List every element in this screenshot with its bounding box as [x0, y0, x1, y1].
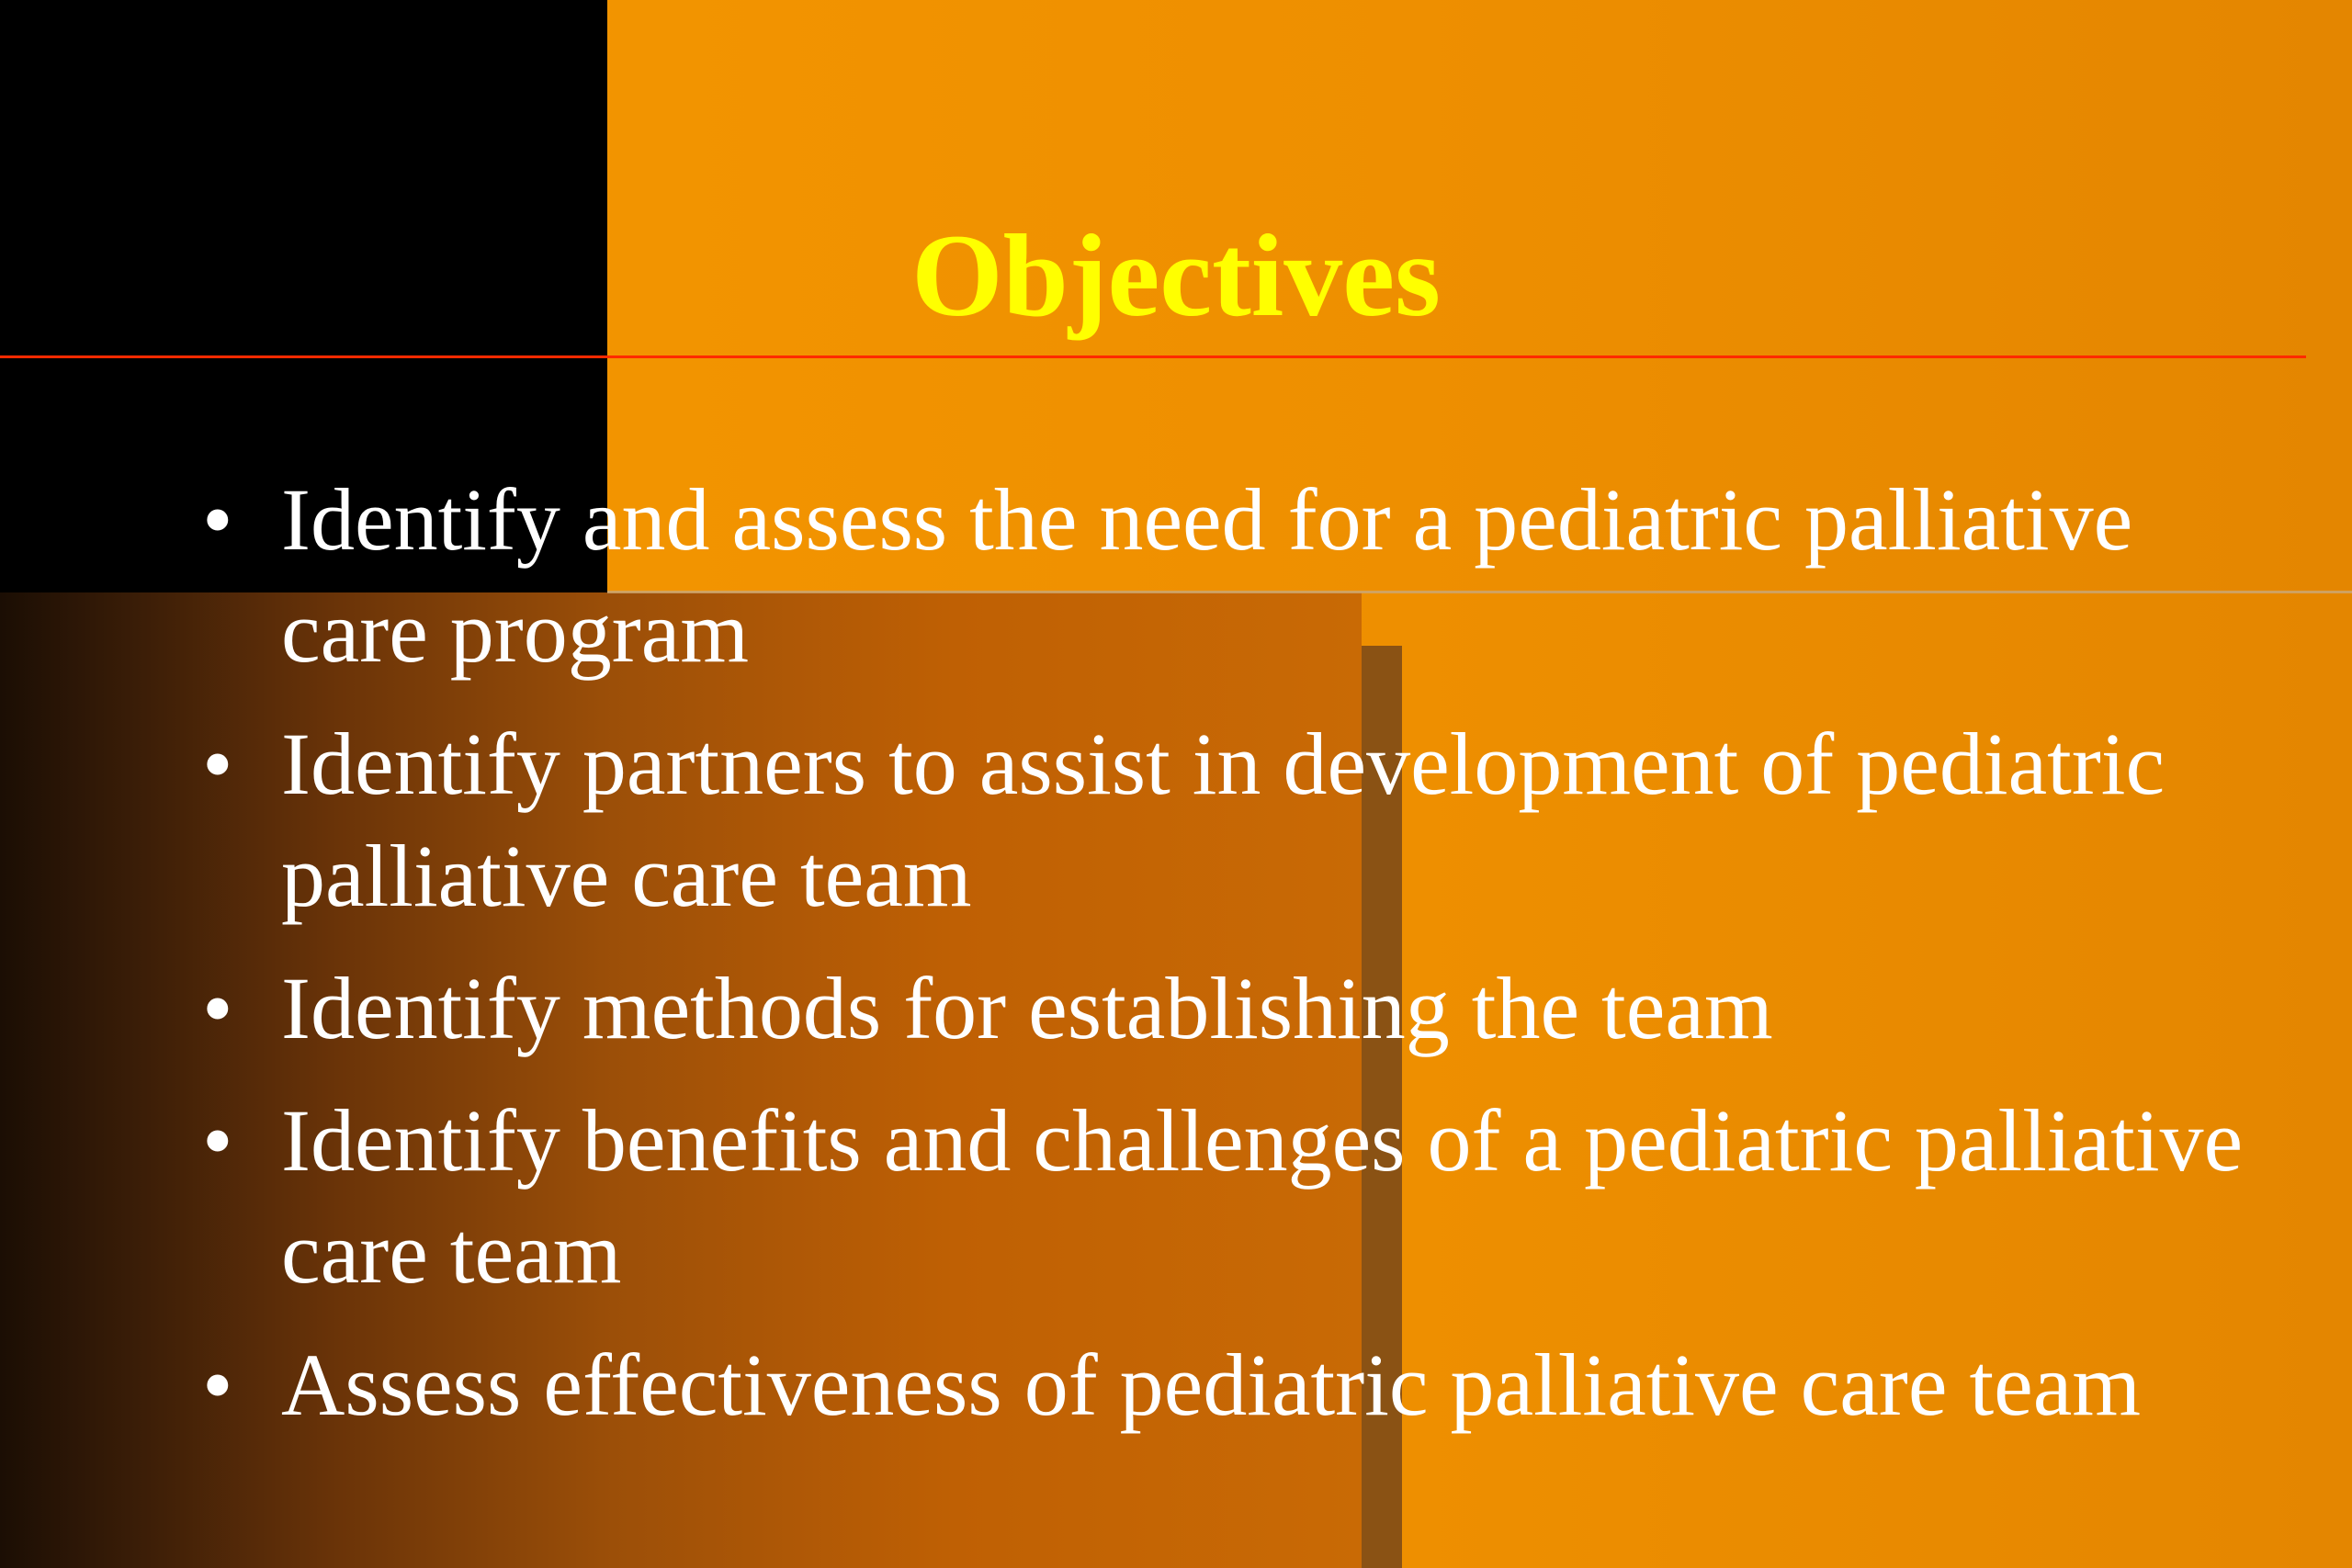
- bullet-icon: •: [202, 715, 233, 813]
- bullet-text: Assess effectiveness of pediatric palliative care team: [281, 1336, 2142, 1434]
- bullet-text: Identify methods for establishing the team: [281, 959, 1773, 1057]
- bullet-icon: •: [202, 1336, 233, 1434]
- list-item: [202, 1085, 2278, 1309]
- bullet-icon: •: [202, 959, 233, 1057]
- list-item: [202, 464, 2278, 688]
- slide-title: Objectives: [911, 210, 1441, 341]
- bullet-icon: •: [202, 470, 233, 569]
- title-rule: [0, 355, 2306, 358]
- bullet-icon: •: [202, 1091, 233, 1190]
- list-item: [202, 1329, 2278, 1441]
- objectives-list: [202, 464, 2278, 1461]
- list-item: [202, 953, 2278, 1065]
- bullet-text: Identify partners to assist in development of pediatric palliative care team: [281, 715, 2165, 925]
- bullet-text: Identify and assess the need for a pediatric palliative care program: [281, 470, 2133, 681]
- list-item: [202, 708, 2278, 932]
- bullet-text: Identify benefits and challenges of a pediatric palliative care team: [281, 1091, 2244, 1302]
